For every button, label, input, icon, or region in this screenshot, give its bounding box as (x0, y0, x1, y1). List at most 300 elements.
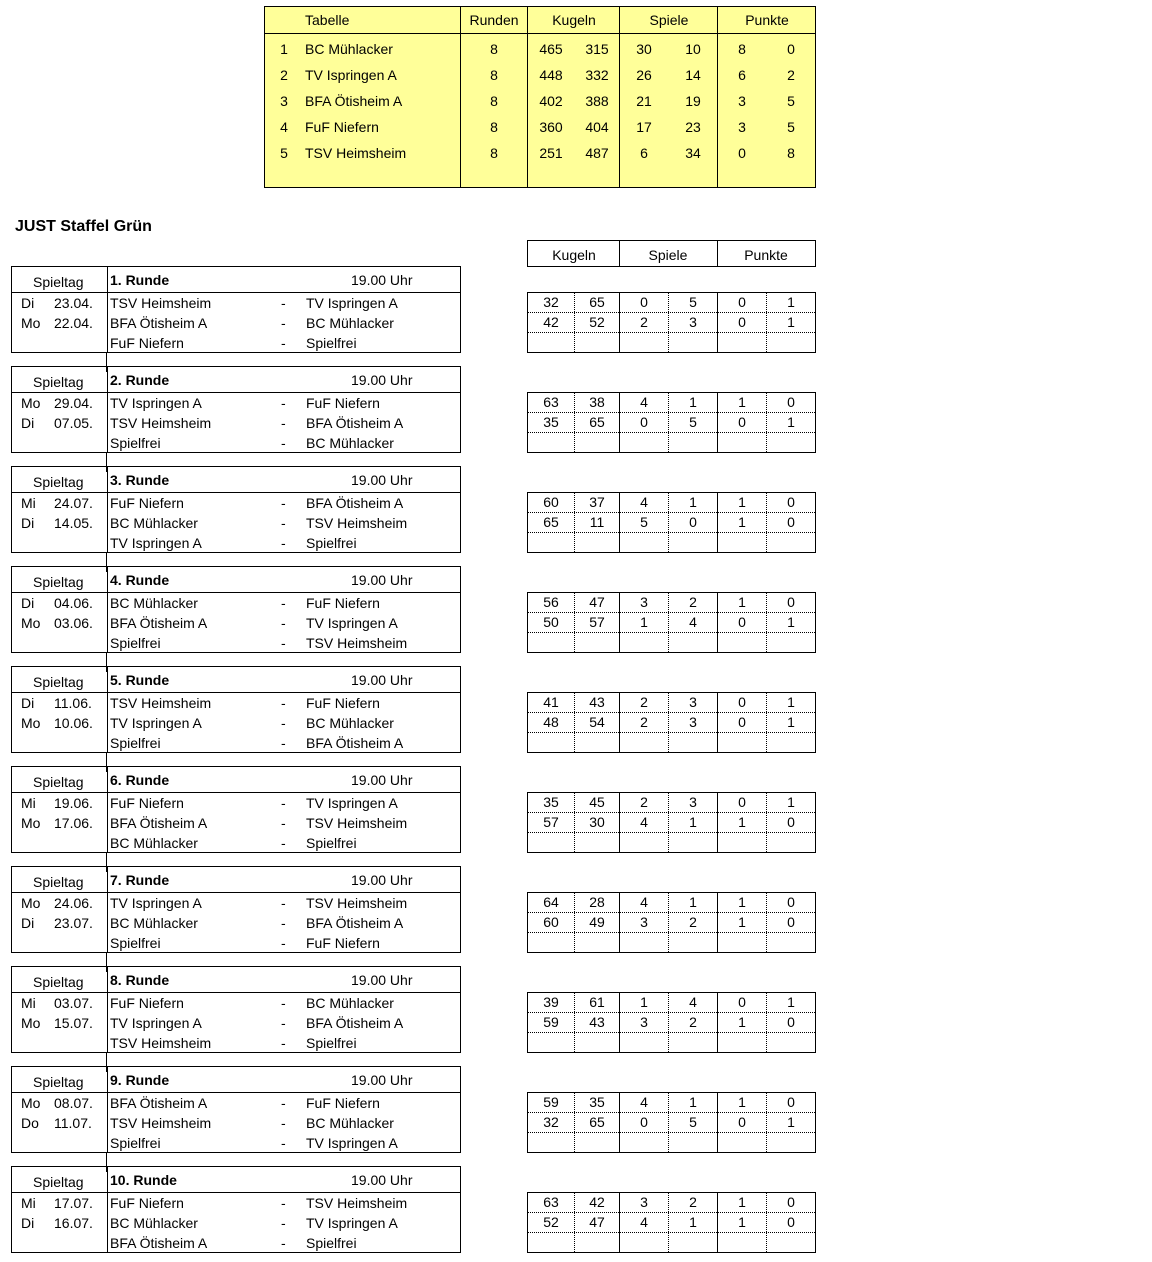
match-away-team: TV Ispringen A (306, 795, 398, 811)
standings-cell-k1: 402 (539, 93, 563, 109)
result-s2: 1 (689, 494, 697, 510)
spieltag-label: Spieltag (33, 274, 84, 290)
results-dotted-divider (668, 1193, 669, 1252)
standings-cell-runden: 8 (490, 41, 498, 57)
standings-cell-k2: 404 (585, 119, 609, 135)
match-day: Mo (21, 815, 41, 831)
round-block (11, 866, 461, 953)
results-dotted-divider (668, 1093, 669, 1152)
result-k2: 65 (589, 1114, 605, 1130)
results-divider (619, 393, 620, 452)
results-divider (717, 1193, 718, 1252)
result-p1: 1 (738, 914, 746, 930)
results-header-divider (619, 241, 620, 266)
match-separator: - (281, 395, 286, 411)
standings-cell-team: TV Ispringen A (305, 67, 397, 83)
results-dotted-divider (766, 993, 767, 1052)
match-day: Do (21, 1115, 39, 1131)
result-s1: 1 (640, 614, 648, 630)
match-away-team: BC Mühlacker (306, 995, 394, 1011)
match-home-team: BC Mühlacker (110, 915, 198, 931)
results-divider (717, 893, 718, 952)
standings-cell-p1: 0 (738, 145, 746, 161)
match-home-team: FuF Niefern (110, 995, 184, 1011)
match-away-team: Spielfrei (306, 1035, 357, 1051)
match-away-team: BC Mühlacker (306, 315, 394, 331)
results-dotted-divider (574, 993, 575, 1052)
round-results (527, 492, 816, 553)
result-p2: 1 (787, 694, 795, 710)
standings-cell-s2: 34 (685, 145, 701, 161)
results-header-divider (717, 241, 718, 266)
result-s1: 3 (640, 1014, 648, 1030)
match-date: 16.07. (54, 1215, 93, 1231)
standings-divider (527, 7, 528, 187)
result-p2: 0 (787, 914, 795, 930)
round-time: 19.00 Uhr (351, 872, 413, 888)
round-results (527, 992, 816, 1053)
round-block (11, 666, 461, 753)
match-day: Di (21, 295, 35, 311)
header-punkte: Punkte (745, 12, 789, 28)
standings-cell-k1: 465 (539, 41, 563, 57)
results-dotted-divider (574, 1093, 575, 1152)
result-p1: 0 (738, 414, 746, 430)
match-separator: - (281, 315, 286, 331)
match-separator: - (281, 1095, 286, 1111)
result-k2: 47 (589, 594, 605, 610)
spieltag-label: Spieltag (33, 474, 84, 490)
result-p2: 1 (787, 994, 795, 1010)
result-p1: 0 (738, 614, 746, 630)
standings-cell-p1: 3 (738, 119, 746, 135)
match-away-team: BFA Ötisheim A (306, 735, 404, 751)
standings-cell-s1: 30 (636, 41, 652, 57)
standings-cell-rank: 2 (280, 67, 288, 83)
standings-cell-p2: 5 (787, 93, 795, 109)
result-p2: 0 (787, 494, 795, 510)
match-home-team: BFA Ötisheim A (110, 615, 208, 631)
result-k2: 37 (589, 494, 605, 510)
match-separator: - (281, 935, 286, 951)
standings-table (264, 6, 816, 188)
standings-cell-team: BC Mühlacker (305, 41, 393, 57)
round-title: 3. Runde (110, 472, 170, 488)
result-s2: 0 (689, 514, 697, 530)
standings-cell-team: BFA Ötisheim A (305, 93, 403, 109)
result-p2: 1 (787, 714, 795, 730)
result-p2: 0 (787, 594, 795, 610)
round-results (527, 1092, 816, 1153)
standings-cell-runden: 8 (490, 67, 498, 83)
results-dotted-divider (668, 393, 669, 452)
standings-cell-rank: 1 (280, 41, 288, 57)
standings-divider (619, 7, 620, 187)
result-p1: 1 (738, 494, 746, 510)
match-day: Mi (21, 495, 36, 511)
results-dotted-divider (668, 293, 669, 352)
results-dotted-divider (766, 593, 767, 652)
match-away-team: BFA Ötisheim A (306, 915, 404, 931)
result-k1: 32 (543, 294, 559, 310)
match-away-team: Spielfrei (306, 535, 357, 551)
results-divider (717, 593, 718, 652)
result-k1: 63 (543, 394, 559, 410)
standings-cell-s1: 17 (636, 119, 652, 135)
match-separator: - (281, 415, 286, 431)
match-date: 24.06. (54, 895, 93, 911)
results-row-divider (528, 712, 815, 713)
result-p1: 1 (738, 594, 746, 610)
results-dotted-divider (668, 593, 669, 652)
result-k1: 59 (543, 1094, 559, 1110)
result-s2: 2 (689, 1014, 697, 1030)
results-row-divider (528, 912, 815, 913)
result-k1: 42 (543, 314, 559, 330)
match-home-team: TV Ispringen A (110, 535, 202, 551)
match-date: 03.07. (54, 995, 93, 1011)
match-home-team: BC Mühlacker (110, 835, 198, 851)
round-time: 19.00 Uhr (351, 572, 413, 588)
result-k1: 60 (543, 914, 559, 930)
result-s1: 4 (640, 394, 648, 410)
standings-cell-s1: 21 (636, 93, 652, 109)
result-k2: 65 (589, 294, 605, 310)
match-separator: - (281, 695, 286, 711)
match-home-team: TV Ispringen A (110, 395, 202, 411)
results-dotted-divider (668, 893, 669, 952)
results-row-divider (528, 732, 815, 733)
match-date: 03.06. (54, 615, 93, 631)
result-s1: 4 (640, 1214, 648, 1230)
result-p1: 0 (738, 1114, 746, 1130)
results-row-divider (528, 432, 815, 433)
result-k2: 61 (589, 994, 605, 1010)
result-k1: 59 (543, 1014, 559, 1030)
result-s1: 2 (640, 314, 648, 330)
spieltag-label: Spieltag (33, 1074, 84, 1090)
result-p2: 1 (787, 314, 795, 330)
match-home-team: TV Ispringen A (110, 1015, 202, 1031)
standings-cell-runden: 8 (490, 145, 498, 161)
result-p2: 0 (787, 894, 795, 910)
result-s2: 2 (689, 594, 697, 610)
match-date: 29.04. (54, 395, 93, 411)
results-dotted-divider (574, 393, 575, 452)
result-p2: 0 (787, 1014, 795, 1030)
round-time: 19.00 Uhr (351, 772, 413, 788)
round-time: 19.00 Uhr (351, 272, 413, 288)
round-column-divider (107, 1067, 108, 1152)
result-k1: 60 (543, 494, 559, 510)
result-k2: 28 (589, 894, 605, 910)
round-time: 19.00 Uhr (351, 372, 413, 388)
match-date: 08.07. (54, 1095, 93, 1111)
result-p1: 1 (738, 1014, 746, 1030)
match-day: Mo (21, 395, 41, 411)
match-day: Mo (21, 715, 41, 731)
match-home-team: FuF Niefern (110, 795, 184, 811)
results-header-spiele: Spiele (648, 247, 688, 263)
header-kugeln: Kugeln (552, 12, 596, 28)
standings-header-divider (265, 33, 815, 34)
spieltag-label: Spieltag (33, 1174, 84, 1190)
result-s2: 1 (689, 1214, 697, 1230)
result-k1: 63 (543, 1194, 559, 1210)
match-separator: - (281, 995, 286, 1011)
result-s2: 4 (689, 614, 697, 630)
match-away-team: Spielfrei (306, 835, 357, 851)
results-row-divider (528, 412, 815, 413)
result-k2: 54 (589, 714, 605, 730)
match-home-team: TSV Heimsheim (110, 1035, 212, 1051)
match-away-team: BFA Ötisheim A (306, 1015, 404, 1031)
match-home-team: BFA Ötisheim A (110, 1235, 208, 1251)
standings-cell-p1: 8 (738, 41, 746, 57)
round-block (11, 466, 461, 553)
round-column-divider (107, 567, 108, 652)
match-separator: - (281, 635, 286, 651)
match-separator: - (281, 535, 286, 551)
result-s1: 2 (640, 794, 648, 810)
round-results (527, 692, 816, 753)
results-dotted-divider (766, 293, 767, 352)
match-separator: - (281, 1235, 286, 1251)
round-column-divider (107, 967, 108, 1052)
results-divider (717, 693, 718, 752)
round-column-divider (107, 1167, 108, 1252)
result-s1: 0 (640, 294, 648, 310)
result-s1: 3 (640, 914, 648, 930)
round-title: 4. Runde (110, 572, 170, 588)
result-s1: 2 (640, 694, 648, 710)
result-k2: 35 (589, 1094, 605, 1110)
match-away-team: BFA Ötisheim A (306, 495, 404, 511)
round-time: 19.00 Uhr (351, 972, 413, 988)
round-header-divider (12, 292, 460, 293)
round-results (527, 292, 816, 353)
result-s2: 1 (689, 894, 697, 910)
match-home-team: Spielfrei (110, 1135, 161, 1151)
result-s2: 3 (689, 714, 697, 730)
match-away-team: FuF Niefern (306, 395, 380, 411)
results-header (527, 240, 816, 267)
standings-cell-team: TSV Heimsheim (305, 145, 407, 161)
standings-cell-p2: 2 (787, 67, 795, 83)
match-day: Mo (21, 1095, 41, 1111)
match-date: 23.07. (54, 915, 93, 931)
match-away-team: TV Ispringen A (306, 1215, 398, 1231)
match-separator: - (281, 1135, 286, 1151)
result-s2: 2 (689, 914, 697, 930)
match-date: 11.06. (54, 695, 92, 711)
match-home-team: Spielfrei (110, 635, 161, 651)
match-home-team: Spielfrei (110, 435, 161, 451)
results-dotted-divider (766, 1193, 767, 1252)
result-k2: 52 (589, 314, 605, 330)
round-header-divider (12, 492, 460, 493)
standings-cell-k2: 332 (585, 67, 609, 83)
match-home-team: TSV Heimsheim (110, 695, 212, 711)
results-dotted-divider (574, 893, 575, 952)
match-away-team: FuF Niefern (306, 595, 380, 611)
match-day: Mi (21, 795, 36, 811)
match-away-team: TSV Heimsheim (306, 635, 408, 651)
round-title: 2. Runde (110, 372, 170, 388)
results-divider (619, 893, 620, 952)
result-k1: 35 (543, 794, 559, 810)
results-dotted-divider (766, 393, 767, 452)
result-p2: 0 (787, 1194, 795, 1210)
result-s2: 1 (689, 814, 697, 830)
match-away-team: TSV Heimsheim (306, 895, 408, 911)
results-row-divider (528, 532, 815, 533)
result-p1: 0 (738, 994, 746, 1010)
match-date: 04.06. (54, 595, 93, 611)
results-dotted-divider (574, 493, 575, 552)
result-s1: 1 (640, 994, 648, 1010)
results-dotted-divider (574, 793, 575, 852)
match-separator: - (281, 295, 286, 311)
match-away-team: TSV Heimsheim (306, 1195, 408, 1211)
result-s1: 3 (640, 1194, 648, 1210)
match-date: 14.05. (54, 515, 93, 531)
result-p2: 1 (787, 794, 795, 810)
result-k2: 11 (589, 514, 605, 530)
result-k1: 65 (543, 514, 559, 530)
round-title: 10. Runde (110, 1172, 177, 1188)
standings-cell-p1: 3 (738, 93, 746, 109)
result-p1: 1 (738, 514, 746, 530)
match-home-team: BC Mühlacker (110, 1215, 198, 1231)
match-date: 19.06. (54, 795, 93, 811)
match-date: 22.04. (54, 315, 93, 331)
result-p1: 0 (738, 794, 746, 810)
round-block (11, 266, 461, 353)
round-title: 8. Runde (110, 972, 170, 988)
result-k2: 45 (589, 794, 605, 810)
result-s1: 5 (640, 514, 648, 530)
result-s2: 5 (689, 1114, 697, 1130)
match-home-team: TSV Heimsheim (110, 415, 212, 431)
results-dotted-divider (668, 993, 669, 1052)
match-date: 15.07. (54, 1015, 93, 1031)
header-runden: Runden (469, 12, 519, 28)
results-row-divider (528, 512, 815, 513)
result-s1: 2 (640, 714, 648, 730)
result-s2: 3 (689, 694, 697, 710)
result-p2: 1 (787, 414, 795, 430)
results-dotted-divider (668, 693, 669, 752)
results-dotted-divider (668, 493, 669, 552)
match-away-team: TV Ispringen A (306, 615, 398, 631)
result-k2: 42 (589, 1194, 605, 1210)
match-home-team: TSV Heimsheim (110, 1115, 212, 1131)
spieltag-label: Spieltag (33, 974, 84, 990)
match-separator: - (281, 495, 286, 511)
results-dotted-divider (574, 293, 575, 352)
match-separator: - (281, 595, 286, 611)
round-title: 6. Runde (110, 772, 170, 788)
match-day: Di (21, 415, 35, 431)
header-spiele: Spiele (649, 12, 689, 28)
result-s2: 1 (689, 394, 697, 410)
match-away-team: Spielfrei (306, 1235, 357, 1251)
result-p1: 0 (738, 294, 746, 310)
results-divider (619, 1093, 620, 1152)
results-divider (717, 1093, 718, 1152)
result-k1: 64 (543, 894, 559, 910)
result-k1: 56 (543, 594, 559, 610)
standings-divider (460, 7, 461, 187)
match-away-team: FuF Niefern (306, 695, 380, 711)
results-dotted-divider (574, 1193, 575, 1252)
match-separator: - (281, 715, 286, 731)
round-block (11, 1066, 461, 1153)
round-column-divider (107, 867, 108, 952)
standings-cell-k2: 315 (585, 41, 609, 57)
result-p2: 0 (787, 514, 795, 530)
result-s2: 3 (689, 314, 697, 330)
round-block (11, 566, 461, 653)
results-dotted-divider (766, 1093, 767, 1152)
results-row-divider (528, 832, 815, 833)
match-separator: - (281, 615, 286, 631)
round-time: 19.00 Uhr (351, 672, 413, 688)
round-column-divider (107, 667, 108, 752)
result-p2: 0 (787, 1214, 795, 1230)
round-column-divider (107, 267, 108, 352)
standings-cell-p2: 8 (787, 145, 795, 161)
results-header-kugeln: Kugeln (552, 247, 596, 263)
match-away-team: TV Ispringen A (306, 295, 398, 311)
result-k1: 48 (543, 714, 559, 730)
match-away-team: BFA Ötisheim A (306, 415, 404, 431)
match-away-team: FuF Niefern (306, 1095, 380, 1111)
standings-cell-rank: 4 (280, 119, 288, 135)
standings-cell-s1: 6 (640, 145, 648, 161)
match-date: 23.04. (54, 295, 93, 311)
round-header-divider (12, 992, 460, 993)
round-block (11, 1166, 461, 1253)
round-header-divider (12, 692, 460, 693)
header-tabelle: Tabelle (305, 12, 350, 28)
round-header-divider (12, 592, 460, 593)
match-home-team: BC Mühlacker (110, 595, 198, 611)
result-s1: 4 (640, 814, 648, 830)
round-column-divider (107, 467, 108, 552)
results-divider (717, 793, 718, 852)
result-p1: 0 (738, 314, 746, 330)
result-k1: 41 (543, 694, 559, 710)
standings-cell-k1: 448 (539, 67, 563, 83)
standings-cell-rank: 5 (280, 145, 288, 161)
results-divider (717, 393, 718, 452)
match-home-team: FuF Niefern (110, 1195, 184, 1211)
results-divider (619, 793, 620, 852)
round-header-divider (12, 392, 460, 393)
result-k1: 50 (543, 614, 559, 630)
results-dotted-divider (766, 793, 767, 852)
round-header-divider (12, 792, 460, 793)
match-separator: - (281, 335, 286, 351)
section-title: JUST Staffel Grün (15, 218, 152, 235)
round-column-divider (107, 367, 108, 452)
round-time: 19.00 Uhr (351, 1072, 413, 1088)
result-p2: 0 (787, 1094, 795, 1110)
result-k1: 39 (543, 994, 559, 1010)
standings-cell-s2: 23 (685, 119, 701, 135)
